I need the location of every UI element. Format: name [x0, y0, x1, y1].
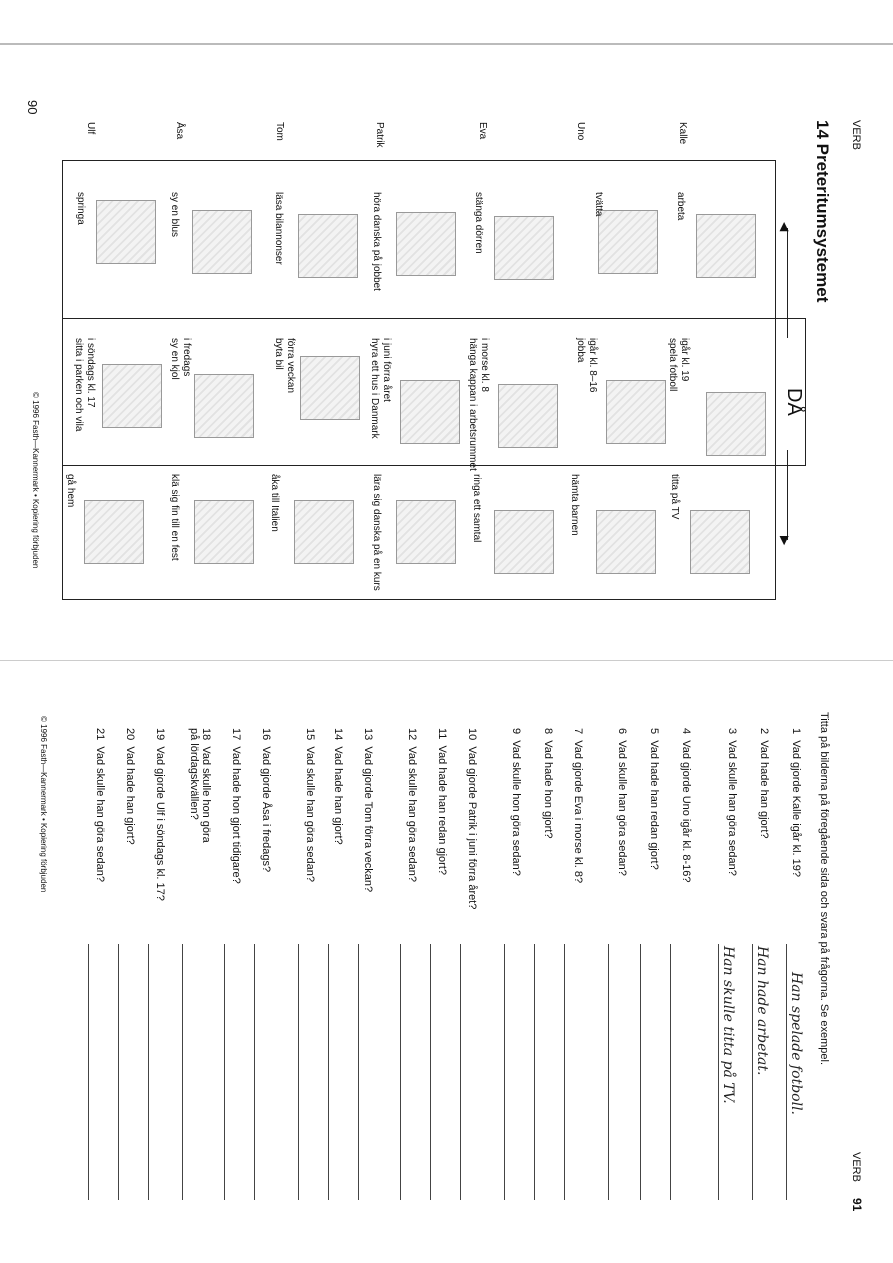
question-13 — [362, 728, 374, 892]
answer-line — [460, 944, 461, 1200]
question-10 — [466, 728, 478, 909]
question-18 — [188, 728, 212, 848]
cell-action: läsa bilannonser — [273, 192, 284, 265]
question-text: Vad hade han gjort? — [124, 746, 136, 845]
question-number: 1 — [790, 728, 802, 735]
question-number: 6 — [616, 728, 628, 735]
question-text: Vad hade han gjort? — [758, 740, 770, 839]
question-11 — [436, 728, 448, 875]
question-number: 13 — [362, 728, 374, 741]
cell-action: ringa ett samtal — [471, 474, 482, 543]
question-number: 8 — [542, 728, 554, 735]
answer-line — [224, 944, 225, 1200]
question-number: 14 — [332, 728, 344, 741]
cell-time: i söndags kl. 17 — [85, 338, 96, 408]
question-text: Vad gjorde Uno igår kl. 8-16? — [680, 740, 692, 883]
question-number: 9 — [510, 728, 522, 735]
question-text: Vad gjorde Kalle igår kl. 19? — [790, 740, 802, 878]
center-label: DÅ — [783, 388, 805, 416]
answer-line — [118, 944, 119, 1200]
answer-line — [400, 944, 401, 1200]
question-text: Vad hade han gjort? — [332, 746, 344, 845]
question-number: 11 — [436, 728, 448, 740]
question-20 — [124, 728, 136, 845]
question-text: Vad skulle hon göra sedan? — [510, 740, 522, 876]
cell-action: jobba — [575, 338, 586, 363]
question-3 — [726, 728, 738, 876]
arrow-up-icon: ◀ — [778, 222, 792, 232]
question-text: Vad skulle han göra sedan? — [406, 746, 418, 882]
cell-action: sy en blus — [169, 192, 180, 238]
page-fold-line — [0, 660, 893, 661]
cell-action: höra danska på jobbet — [371, 192, 382, 291]
cell-time: i juni förra året — [381, 338, 392, 402]
illustration-ulf-parken — [102, 364, 162, 428]
illustration-ulf-springa — [96, 200, 156, 264]
copyright: © 1996 Fasth—Kannermark • Kopiering förbjuden — [31, 392, 40, 569]
row-name-kalle: Kalle — [677, 122, 688, 145]
question-text: Vad skulle hon göra på lördagskvällen? — [188, 728, 212, 843]
copyright: © 1996 Fasth—Kannermark • Kopiering förbjuden — [39, 716, 48, 893]
cell-action: klä sig fin till en fest — [169, 474, 180, 561]
row-name-patrik: Patrik — [374, 122, 385, 148]
cell-action: lära sig danska på en kurs — [371, 474, 382, 591]
row-name-ulf: Ulf — [85, 122, 96, 135]
answer-line — [786, 944, 787, 1200]
illustration-uno-barnen — [596, 510, 656, 574]
cell-action: hämta barnen — [569, 474, 580, 536]
answer-line — [148, 944, 149, 1200]
question-5 — [648, 728, 660, 870]
answer-3: Han skulle titta på TV. — [720, 946, 736, 1104]
question-number: 15 — [304, 728, 316, 741]
question-number: 10 — [466, 728, 478, 741]
answer-1: Han spelade fotboll. — [788, 972, 804, 1116]
question-number: 4 — [680, 728, 692, 735]
illustration-uno-tvatta — [598, 210, 658, 274]
question-number: 5 — [648, 728, 660, 735]
question-text: Vad gjorde Ulf i söndags kl. 17? — [154, 746, 166, 901]
question-number: 17 — [230, 728, 242, 741]
question-text: Vad gjorde Patrik i juni förra året? — [466, 746, 478, 910]
scan-edge-top — [0, 43, 893, 45]
question-text: Vad skulle han göra sedan? — [94, 746, 106, 882]
question-number: 19 — [154, 728, 166, 741]
question-text: Vad gjorde Tom förra veckan? — [362, 746, 374, 893]
answer-line — [640, 944, 641, 1200]
cell-action: spela fotboll — [667, 338, 678, 392]
question-number: 21 — [94, 728, 106, 741]
question-14 — [332, 728, 344, 845]
question-number: 7 — [572, 728, 584, 735]
illustration-tom-italien — [294, 500, 354, 564]
question-12 — [406, 728, 418, 882]
cell-action: hyra ett hus i Danmark — [369, 338, 380, 439]
illustration-uno-jobba — [606, 380, 666, 444]
cell-time: igår kl. 19 — [679, 338, 690, 382]
answer-line — [182, 944, 183, 1200]
question-number: 2 — [758, 728, 770, 735]
section-label: VERB — [850, 1152, 862, 1182]
question-text: Vad gjorde Åsa i fredags? — [260, 746, 272, 873]
instruction: Titta på bilderna på föregående sida och svara på frågorna. Se exempel. — [818, 712, 830, 1066]
question-text: Vad gjorde Eva i morse kl. 8? — [572, 740, 584, 884]
question-2 — [758, 728, 770, 839]
illustration-patrik-hus — [400, 380, 460, 444]
page-title: 14 Preteritumsystemet — [813, 120, 832, 303]
question-4 — [680, 728, 692, 883]
answer-line — [430, 944, 431, 1200]
illustration-kalle-arbeta — [696, 214, 756, 278]
question-text: Vad skulle han göra sedan? — [304, 746, 316, 882]
cell-time: förra veckan — [285, 338, 296, 394]
cell-time: i fredags — [181, 338, 192, 377]
cell-action: arbeta — [675, 192, 686, 221]
arrow-down-icon: ▶ — [778, 536, 792, 546]
cell-action: sy en kjol — [169, 338, 180, 380]
question-text: Vad hade hon gjort tidigare? — [230, 746, 242, 884]
answer-line — [718, 944, 719, 1200]
answer-line — [328, 944, 329, 1200]
page-number: 90 — [25, 100, 40, 115]
question-text: Vad skulle han göra sedan? — [616, 740, 628, 876]
answer-2: Han hade arbetat. — [754, 946, 770, 1076]
question-number: 16 — [260, 728, 272, 741]
section-label: VERB — [850, 120, 862, 150]
question-1 — [790, 728, 802, 877]
illustration-tom-bil — [300, 356, 360, 420]
row-name-tom: Tom — [274, 122, 285, 141]
cell-action: hänga kappan i arbetsrummet — [467, 338, 478, 471]
answer-line — [358, 944, 359, 1200]
illustration-asa-fest — [194, 500, 254, 564]
illustration-asa-blus — [192, 210, 252, 274]
cell-action: byta bil — [273, 338, 284, 370]
question-16 — [260, 728, 272, 872]
illustration-patrik-danska — [396, 212, 456, 276]
question-15 — [304, 728, 316, 882]
answer-line — [504, 944, 505, 1200]
row-name-eva: Eva — [477, 122, 488, 140]
question-21 — [94, 728, 106, 882]
cell-action: åka till Italien — [269, 474, 280, 532]
illustration-kalle-fotboll — [706, 392, 766, 456]
illustration-eva-kappan — [498, 384, 558, 448]
answer-line — [88, 944, 89, 1200]
cell-action: springa — [75, 192, 86, 225]
answer-line — [298, 944, 299, 1200]
answer-line — [752, 944, 753, 1200]
row-name-uno: Uno — [575, 122, 586, 141]
illustration-eva-samtal — [494, 510, 554, 574]
question-number: 20 — [124, 728, 136, 741]
row-name-asa: Åsa — [174, 122, 185, 140]
question-19 — [154, 728, 166, 901]
question-number: 3 — [726, 728, 738, 735]
question-text: Vad hade han redan gjort? — [648, 740, 660, 870]
answer-line — [670, 944, 671, 1200]
cell-action: sitta i parken och vila — [73, 338, 84, 432]
cell-action: tvätta — [593, 192, 604, 217]
question-number: 12 — [406, 728, 418, 741]
cell-time: igår kl. 8–16 — [587, 338, 598, 393]
cell-action: titta på TV — [669, 474, 680, 520]
illustration-tom-annonser — [298, 214, 358, 278]
answer-line — [534, 944, 535, 1200]
question-number: 18 — [200, 728, 212, 741]
illustration-eva-dorren — [494, 216, 554, 280]
question-9 — [510, 728, 522, 876]
cell-action: stänga dörren — [473, 192, 484, 254]
question-8 — [542, 728, 554, 839]
answer-line — [608, 944, 609, 1200]
question-text: Vad hade han redan gjort? — [436, 745, 448, 876]
answer-line — [254, 944, 255, 1200]
page-number: 91 — [850, 1198, 864, 1212]
illustration-asa-kjol — [194, 374, 254, 438]
illustration-kalle-tv — [690, 510, 750, 574]
question-17 — [230, 728, 242, 884]
question-text: Vad skulle han göra sedan? — [726, 740, 738, 876]
question-text: Vad hade hon gjort? — [542, 740, 554, 839]
cell-time: i morse kl. 8 — [479, 338, 490, 392]
illustration-ulf-hem — [84, 500, 144, 564]
answer-line — [564, 944, 565, 1200]
cell-action: gå hem — [65, 474, 76, 508]
illustration-patrik-kurs — [396, 500, 456, 564]
question-7 — [572, 728, 584, 883]
question-6 — [616, 728, 628, 876]
